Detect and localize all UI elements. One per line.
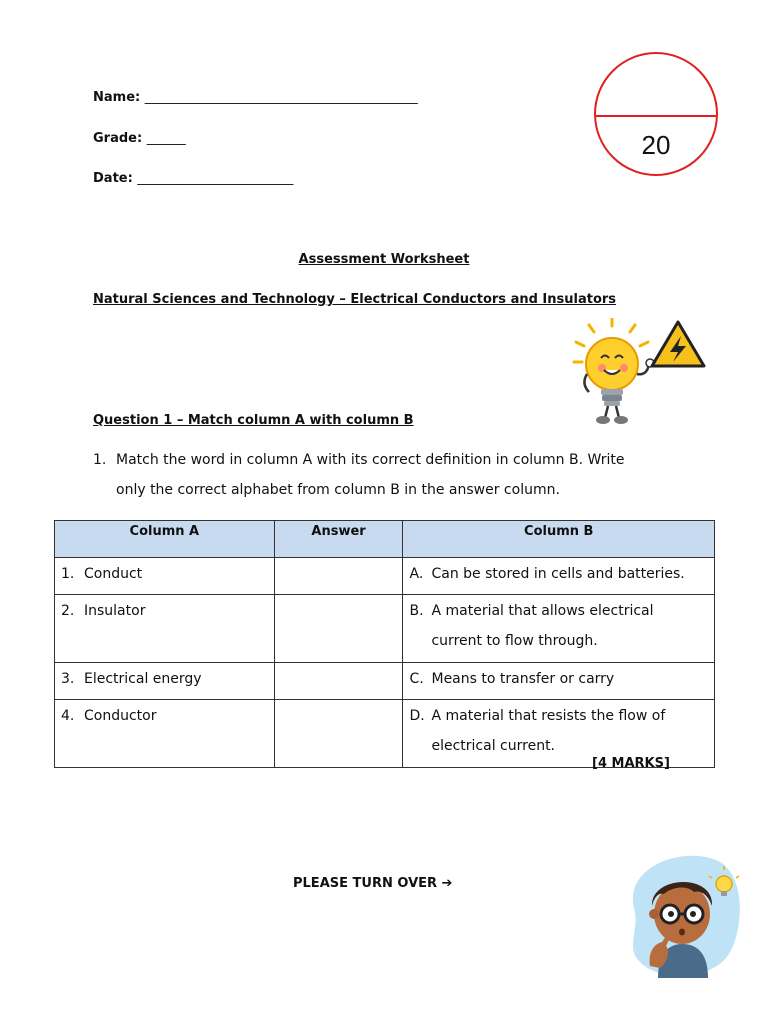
turn-over-notice: [293, 876, 452, 891]
turn-over-text: PLEASE TURN OVER: [293, 876, 438, 891]
column-a-cell: [55, 558, 275, 595]
thinking-boy-icon: [620, 848, 744, 982]
instruction-line-2: only the correct alphabet from column B in the answer column.: [116, 482, 560, 498]
score-total: 20: [641, 130, 671, 160]
row-letter: B.: [409, 603, 424, 619]
question-number: 1.: [93, 452, 107, 468]
column-a-term: Conductor: [84, 708, 157, 724]
row-letter: C.: [409, 671, 424, 687]
header-column-a: Column A: [55, 521, 275, 558]
table-header-row: [55, 521, 715, 558]
lightbulb-mascot-icon: [572, 318, 706, 430]
arrow-right-icon: ➔: [441, 876, 453, 891]
column-b-definition: A material that resists the flow of: [431, 708, 666, 724]
row-letter: A.: [409, 566, 424, 582]
column-b-definition-cont: electrical current.: [431, 738, 556, 754]
row-letter: D.: [409, 708, 425, 724]
column-b-definition: Can be stored in cells and batteries.: [431, 566, 685, 582]
header-column-b: Column B: [403, 521, 715, 558]
column-a-cell: [55, 700, 275, 768]
row-number: 4.: [61, 708, 75, 724]
table-row: [55, 558, 715, 595]
score-divider: [596, 115, 716, 117]
column-b-definition-cont: current to flow through.: [431, 633, 598, 649]
worksheet-title: Assessment Worksheet: [298, 252, 470, 267]
column-a-term: Conduct: [84, 566, 143, 582]
answer-cell[interactable]: [274, 595, 403, 663]
column-a-cell: [55, 663, 275, 700]
row-number: 3.: [61, 671, 75, 687]
answer-cell[interactable]: [274, 663, 403, 700]
date-field: [93, 171, 293, 186]
matching-table: [54, 520, 715, 768]
column-b-cell: [403, 595, 715, 663]
electric-hazard-icon: [652, 322, 704, 366]
name-label: Name:: [93, 90, 141, 105]
row-number: 2.: [61, 603, 75, 619]
instruction-line-1: Match the word in column A with its correct definition in column B. Write: [116, 452, 625, 468]
column-a-term: Electrical energy: [84, 671, 202, 687]
grade-blank[interactable]: ______: [146, 131, 186, 146]
row-number: 1.: [61, 566, 75, 582]
name-field: [93, 90, 418, 105]
worksheet-subtitle: Natural Sciences and Technology – Electrical Conductors and Insulators: [93, 292, 617, 307]
date-label: Date:: [93, 171, 133, 186]
grade-field: [93, 131, 186, 146]
grade-label: Grade:: [93, 131, 143, 146]
column-b-definition: Means to transfer or carry: [431, 671, 615, 687]
table-row: [55, 663, 715, 700]
column-a-term: Insulator: [84, 603, 146, 619]
column-a-cell: [55, 595, 275, 663]
question-heading: Question 1 – Match column A with column B: [93, 413, 414, 428]
header-answer: Answer: [274, 521, 403, 558]
date-blank[interactable]: ________________________: [137, 171, 294, 186]
score-circle: [594, 52, 718, 176]
column-b-cell: [403, 558, 715, 595]
marks-label: [4 MARKS]: [592, 756, 670, 771]
name-blank[interactable]: __________________________________________: [144, 90, 418, 105]
table-row: [55, 595, 715, 663]
answer-cell[interactable]: [274, 700, 403, 768]
answer-cell[interactable]: [274, 558, 403, 595]
column-b-definition: A material that allows electrical: [431, 603, 654, 619]
column-b-cell: [403, 663, 715, 700]
